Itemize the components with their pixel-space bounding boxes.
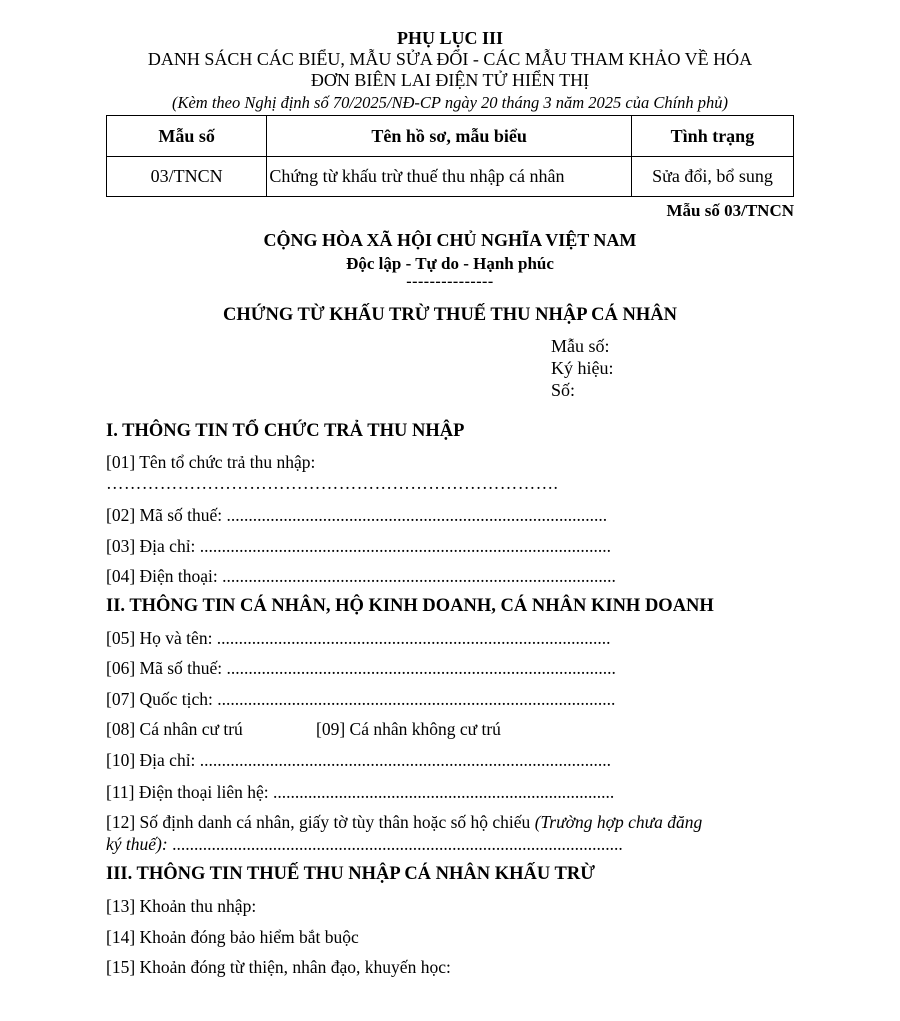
table-header-form-name: Tên hồ sơ, mẫu biểu <box>267 116 632 157</box>
field-12-note: (Trường hợp chưa đăng <box>534 812 703 832</box>
field-13-income: [13] Khoản thu nhập: <box>106 896 257 916</box>
field-09-non-resident: [09] Cá nhân không cư trú <box>316 719 501 739</box>
field-05-full-name: [05] Họ và tên: .......................................................................................... <box>106 628 611 648</box>
field-01-dots: …………………………………………………………………. <box>106 473 559 493</box>
motto: Độc lập - Tự do - Hạnh phúc <box>346 254 554 273</box>
section-2-title: II. THÔNG TIN CÁ NHÂN, HỘ KINH DOANH, CÁ NHÂN KINH DOANH <box>106 596 714 616</box>
field-12-note-cont: ký thuế): <box>106 834 168 854</box>
appendix-subtitle-line2: ĐƠN BIÊN LAI ĐIỆN TỬ HIỂN THỊ <box>310 70 590 90</box>
field-12-dots: ....................................................................................................... <box>167 834 623 854</box>
table-header-row <box>107 116 794 157</box>
field-11-contact-phone: [11] Điện thoại liên hệ: .............................................................................. <box>106 782 615 802</box>
meta-number: Số: <box>551 380 576 400</box>
table-header-status: Tình trạng <box>631 116 793 157</box>
field-08-resident: [08] Cá nhân cư trú <box>106 719 243 739</box>
field-12-line2 <box>106 834 623 855</box>
nation-header: CỘNG HÒA XÃ HỘI CHỦ NGHĨA VIỆT NAM <box>263 230 637 250</box>
table-row <box>107 157 794 197</box>
field-14-insurance: [14] Khoản đóng bảo hiểm bắt buộc <box>106 927 359 947</box>
field-04-phone: [04] Điện thoại: .......................................................................................... <box>106 566 616 586</box>
document-title: CHỨNG TỪ KHẤU TRỪ THUẾ THU NHẬP CÁ NHÂN <box>223 305 677 325</box>
appendix-note: (Kèm theo Nghị định số 70/2025/NĐ-CP ngày 20 tháng 3 năm 2025 của Chính phủ) <box>171 93 729 112</box>
appendix-title: PHỤ LỤC III <box>396 28 503 48</box>
field-01-payer-name: [01] Tên tổ chức trả thu nhập: <box>106 452 316 472</box>
field-15-charity: [15] Khoản đóng từ thiện, nhân đạo, khuyến học: <box>106 957 451 977</box>
table-cell-form-name: Chứng từ khấu trừ thuế thu nhập cá nhân <box>267 157 632 197</box>
meta-symbol: Ký hiệu: <box>551 358 614 378</box>
field-12-label: [12] Số định danh cá nhân, giấy tờ tùy thân hoặc số hộ chiếu <box>106 812 535 832</box>
appendix-table <box>106 115 794 197</box>
table-cell-form-no: 03/TNCN <box>107 157 267 197</box>
field-02-tax-code: [02] Mã số thuế: ....................................................................................... <box>106 505 608 525</box>
form-code: Mẫu số 03/TNCN <box>666 201 794 220</box>
field-03-address: [03] Địa chỉ: .............................................................................................. <box>106 536 612 556</box>
header-separator: --------------- <box>406 273 494 290</box>
field-06-tax-code: [06] Mã số thuế: ......................................................................................... <box>106 658 616 678</box>
table-cell-status: Sửa đổi, bổ sung <box>631 157 793 197</box>
table-header-form-no: Mẫu số <box>107 116 267 157</box>
meta-form-no: Mẫu số: <box>551 336 610 356</box>
field-12-id-number <box>106 812 702 833</box>
field-10-address: [10] Địa chỉ: .............................................................................................. <box>106 750 612 770</box>
section-3-title: III. THÔNG TIN THUẾ THU NHẬP CÁ NHÂN KHẤU TRỪ <box>106 864 595 884</box>
field-07-nationality: [07] Quốc tịch: ........................................................................................... <box>106 689 616 709</box>
section-1-title: I. THÔNG TIN TỔ CHỨC TRẢ THU NHẬP <box>106 421 465 441</box>
appendix-subtitle-line1: DANH SÁCH CÁC BIỂU, MẪU SỬA ĐỔI - CÁC MẪU THAM KHẢO VỀ HÓA <box>147 49 753 69</box>
